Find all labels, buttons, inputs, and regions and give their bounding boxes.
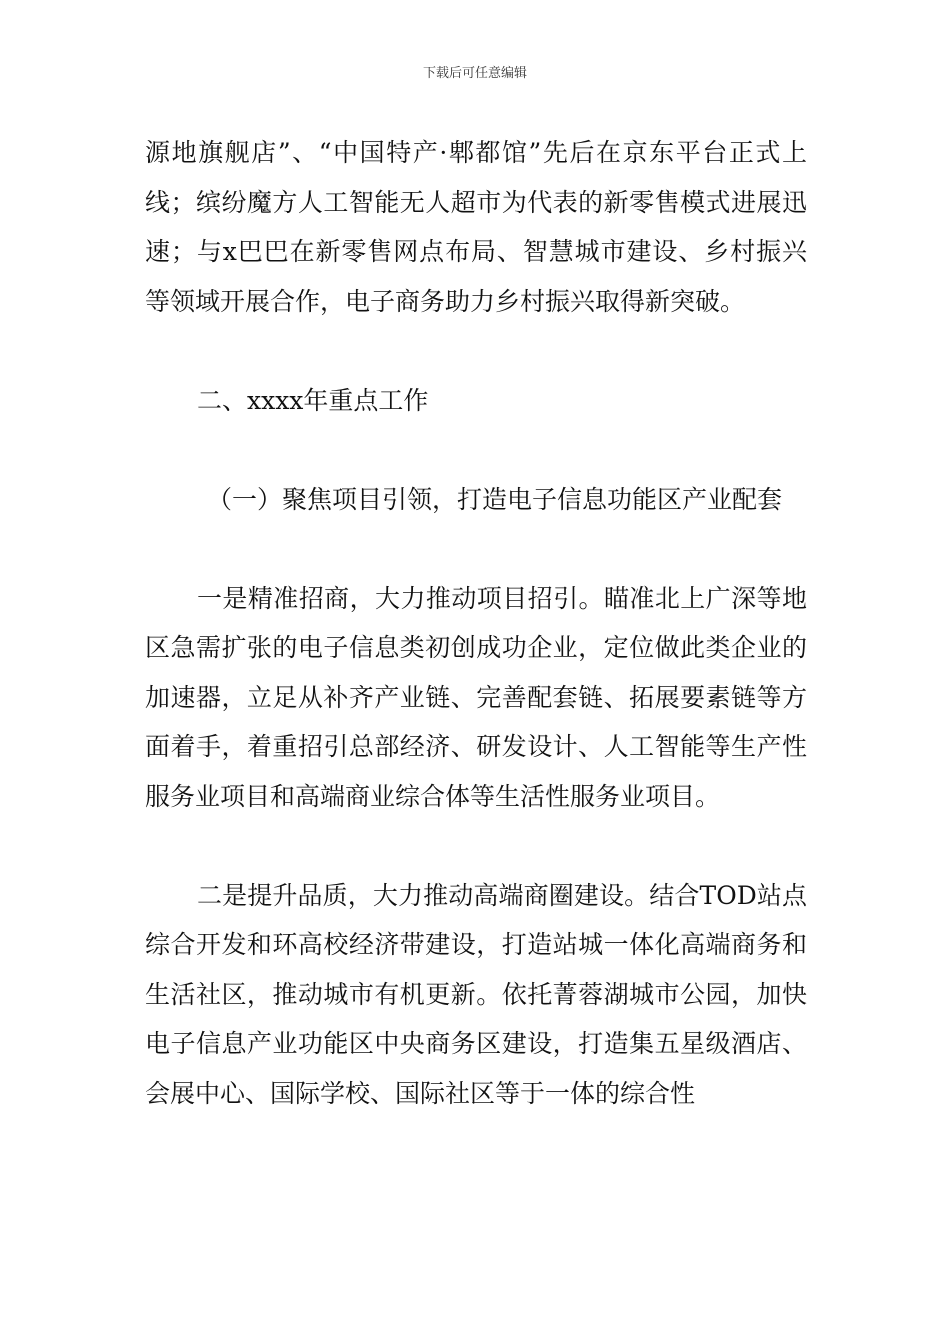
section-heading: 二、xxxx年重点工作	[197, 385, 429, 415]
paragraph-investment: 一是精准招商，大力推动项目招引。瞄准北上广深等地区急需扩张的电子信息类初创成功企业，定位做此类企业的加速器，立足从补齐产业链、完善配套链、拓展要素链等方面着手，着重招引总部经济、研发设计、人工智能等生产性服务业项目和高端商业综合体等生活性服务业项目。	[145, 583, 807, 811]
paragraph-business-district: 二是提升品质，大力推动高端商圈建设。结合TOD站点综合开发和环高校经济带建设，打造站城一体化高端商务和生活社区，推动城市有机更新。依托菁蓉湖城市公园，加快电子信息产业功能区中央商务区建设，打造集五星级酒店、会展中心、国际学校、国际社区等于一体的综合性	[145, 880, 807, 1108]
document-body	[145, 128, 807, 1118]
paragraph-continuation: 源地旗舰店”、“中国特产·郫都馆”先后在京东平台正式上线；缤纷魔方人工智能无人超市为代表的新零售模式进展迅速；与x巴巴在新零售网点布局、智慧城市建设、乡村振兴等领域开展合作，电子商务助力乡村振兴取得新突破。	[145, 138, 807, 316]
subsection-heading: （一）聚焦项目引领，打造电子信息功能区产业配套	[207, 484, 783, 514]
page-header: 下载后可任意编辑	[422, 66, 527, 81]
